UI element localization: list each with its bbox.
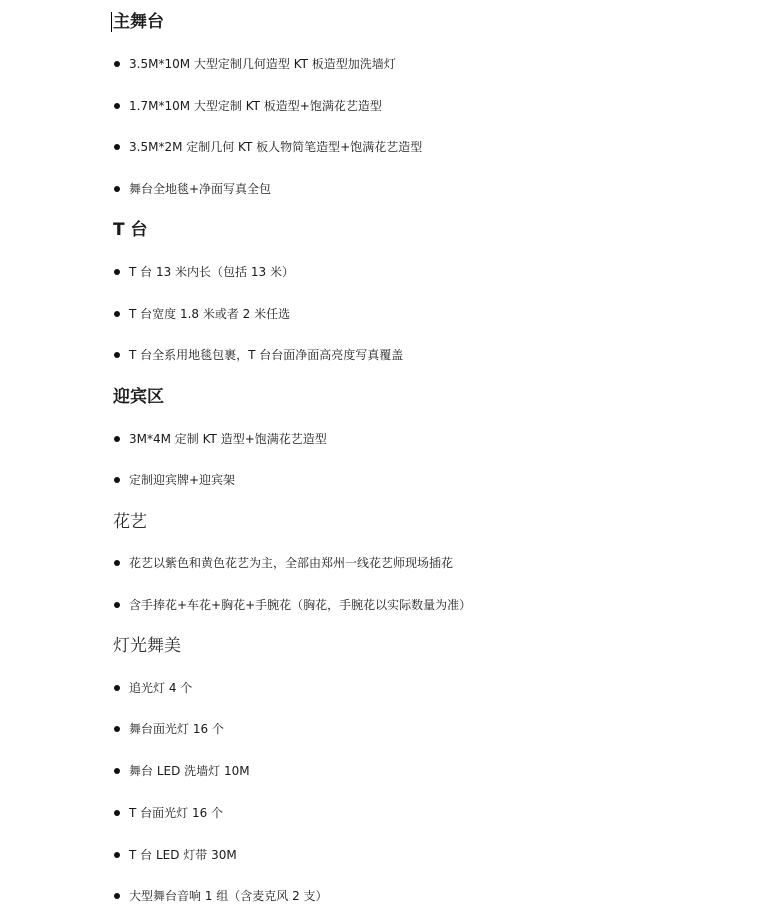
list-item-text: 定制迎宾牌+迎宾架 [129,473,236,487]
list-item [114,138,422,156]
bullet-icon [114,61,120,67]
list-item [114,887,328,905]
section-heading-main-stage: 主舞台 [113,12,164,32]
text-cursor [111,12,112,32]
list-item-text: T 台宽度 1.8 米或者 2 米任选 [129,307,291,321]
list-item [114,720,224,738]
list-item [114,679,192,697]
bullet-icon [114,893,120,899]
list-item [114,554,453,572]
list-item [114,180,271,198]
bullet-icon [114,144,120,150]
list-item [114,55,396,73]
list-item-text: T 台全系用地毯包裹，T 台台面净面高亮度写真覆盖 [129,348,404,362]
section-heading-lighting: 灯光舞美 [113,636,181,656]
list-item [114,97,382,115]
section-heading-floral: 花艺 [113,512,147,532]
bullet-icon [114,186,120,192]
list-item-text: 追光灯 4 个 [129,681,193,695]
list-item [114,263,294,281]
list-item-text: T 台 LED 灯带 30M [129,848,237,862]
list-item [114,305,290,323]
bullet-icon [114,560,120,566]
bullet-icon [114,269,120,275]
bullet-icon [114,726,120,732]
list-item-text: 含手捧花+车花+胸花+手腕花（胸花，手腕花以实际数量为准） [129,598,472,612]
list-item [114,471,235,489]
list-item [114,346,403,364]
list-item-text: 舞台 LED 洗墙灯 10M [129,764,250,778]
list-item [114,430,327,448]
list-item [114,762,250,780]
bullet-icon [114,768,120,774]
list-item-text: 舞台面光灯 16 个 [129,722,224,736]
list-item [114,846,237,864]
section-heading-t-stage: T 台 [113,220,148,240]
section-heading-welcome-area: 迎宾区 [113,387,164,407]
bullet-icon [114,311,120,317]
bullet-icon [114,103,120,109]
list-item-text: 花艺以紫色和黄色花艺为主，全部由郑州一线花艺师现场插花 [129,556,454,570]
list-item-text: 3.5M*10M 大型定制几何造型 KT 板造型加洗墙灯 [129,57,396,71]
list-item-text: T 台面光灯 16 个 [129,806,224,820]
bullet-icon [114,852,120,858]
list-item-text: 舞台全地毯+净面写真全包 [129,182,272,196]
list-item-text: 3M*4M 定制 KT 造型+饱满花艺造型 [129,432,327,446]
list-item-text: T 台 13 米内长（包括 13 米） [129,265,294,279]
list-item [114,804,223,822]
list-item [114,596,471,614]
bullet-icon [114,810,120,816]
bullet-icon [114,436,120,442]
list-item-text: 1.7M*10M 大型定制 KT 板造型+饱满花艺造型 [129,99,382,113]
bullet-icon [114,685,120,691]
bullet-icon [114,352,120,358]
bullet-icon [114,602,120,608]
bullet-icon [114,477,120,483]
list-item-text: 3.5M*2M 定制几何 KT 板人物简笔造型+饱满花艺造型 [129,140,423,154]
list-item-text: 大型舞台音响 1 组（含麦克风 2 支） [129,889,328,903]
